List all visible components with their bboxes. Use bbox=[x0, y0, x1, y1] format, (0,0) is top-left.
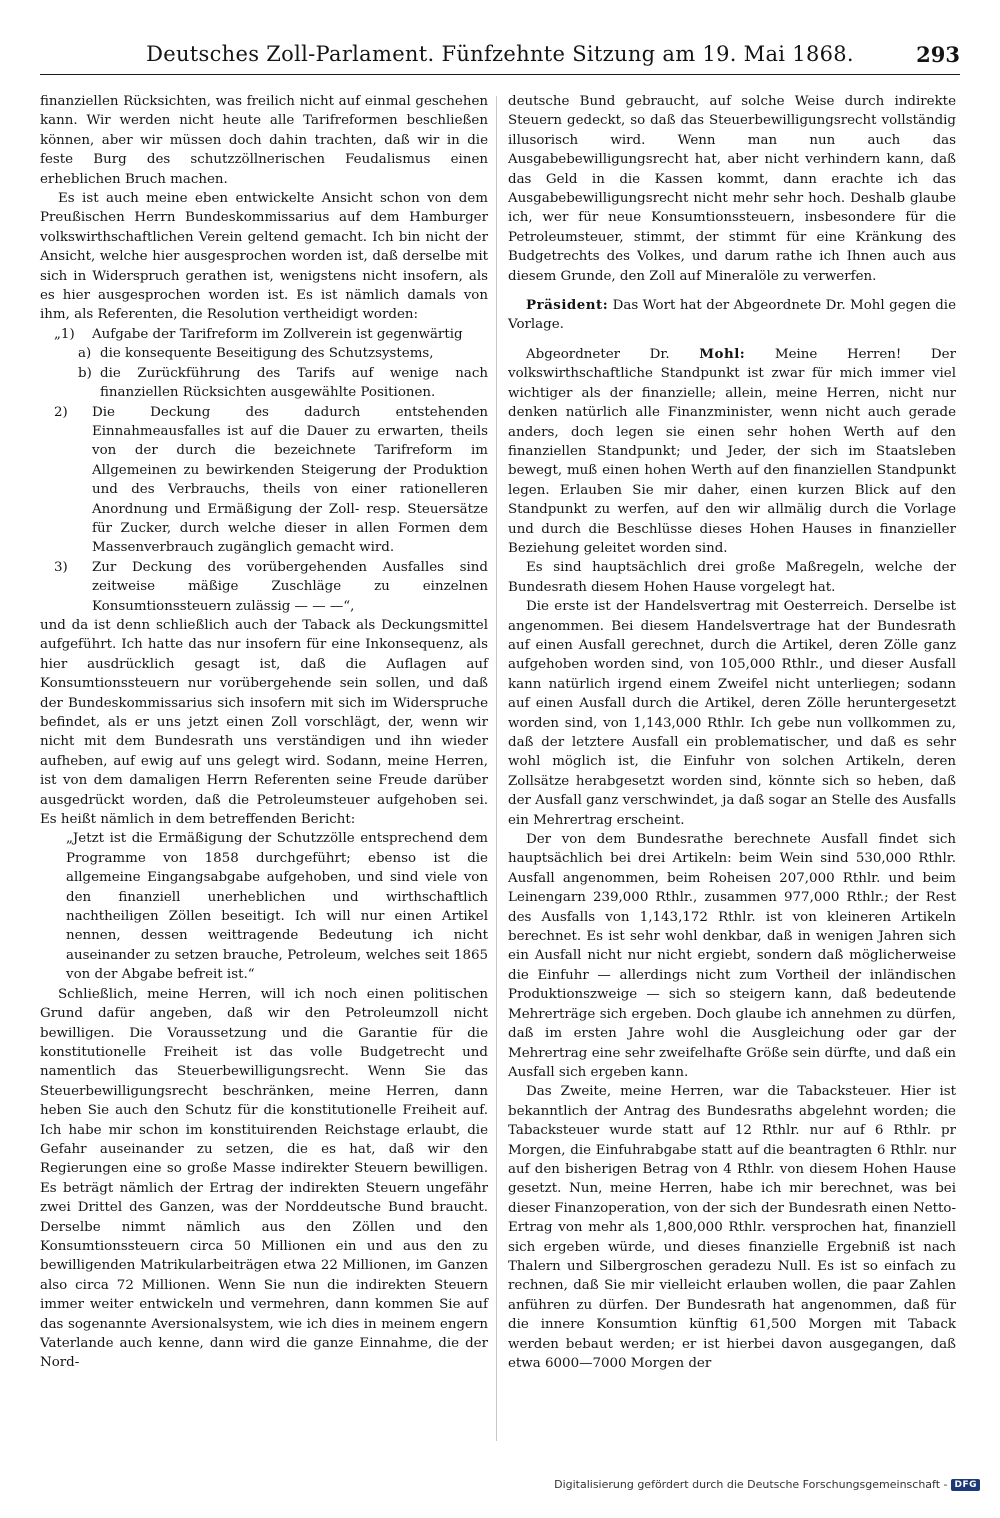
paragraph: Es ist auch meine eben entwickelte Ansicht schon von dem Preußischen Herrn Bundeskommissarius auf dem Hamburger volkswirthschaftlichen Verein geltend gemacht. Ich bin nicht der Ansicht, welche hier ausgesprochen worden ist, daß derselbe mit sich in Widerspruch gerathen ist, wenigstens nicht insofern, als es hier ausgesprochen worden ist. Es ist nämlich damals von ihm, als Referenten, die Resolution vertheidigt worden: bbox=[40, 191, 488, 323]
paragraph: Der von dem Bundesrathe berechnete Ausfall findet sich hauptsächlich bei drei Artikeln: beim Wein sind 530,000 Rthlr. Ausfall angenommen, beim Roheisen 207,000 Rthlr. und beim Leinengarn 239,000 Rthlr., zusammen 977,000 Rthlr.; der Rest des Ausfalls von 1,143,172 Rthlr. ist von kleineren Artikeln berechnet. Es ist sehr wohl denkbar, daß in wenigen Jahren sich ein Ausfall nicht nur nicht ergiebt, sondern daß möglicherweise die Einfuhr — allerdings nicht zum Vortheil der inländischen Produktionszweige — sich so steigern kann, daß bedeutende Mehrerträge sich ergeben. Doch glaube ich annehmen zu dürfen, daß im ersten Jahre wohl die Ausgleichung oder gar der Mehrertrag eine sehr zweifelhafte Größe sein dürfte, und daß ein Ausfall sich ergeben kann. bbox=[508, 832, 956, 1080]
item-text: Die Deckung des dadurch entstehenden Einnahmeausfalles ist auf die Dauer zu erwarten, theils von der durch die bezeichnete Tarifreform im Allgemeinen zu bewirkenden Steigerung der Produktion und des Verbrauchs, theils von einer rationelleren Anordnung und Ermäßigung der Zoll- resp. Steuersätze für Zucker, durch welche dieser in allen Formen dem Massenverbrauch zugänglich gemacht wird. bbox=[92, 404, 488, 556]
dfg-logo: DFG bbox=[951, 1479, 980, 1491]
paragraph: Die erste ist der Handelsvertrag mit Oesterreich. Derselbe ist angenommen. Bei diesem Handelsvertrage hat der Bundesrath auf einen Ausfall gerechnet, durch die Artikel, deren Zölle ganz aufgehoben worden sind, von 105,000 Rthlr., und dieser Ausfall kann natürlich irgend einem Zweifel nicht unterliegen; sodann auf einen Ausfall durch die Artikel, deren Zölle heruntergesetzt worden sind, von 1,143,000 Rthlr. Ich gebe nun vollkommen zu, daß der letztere Ausfall ein problematischer, und daß es sehr wohl möglich ist, die Einfuhr von solchen Artikeln, deren Zollsätze herabgesetzt worden sind, könnte sich so heben, daß der Ausfall ganz verschwindet, ja daß sogar an Stelle des Ausfalls ein Mehrertrag erscheint. bbox=[508, 599, 956, 828]
digitization-footer bbox=[554, 1478, 980, 1491]
president-statement bbox=[508, 296, 956, 335]
item-number: 3) bbox=[54, 559, 68, 575]
speaker-name: Mohl: bbox=[699, 345, 746, 362]
page-header bbox=[40, 38, 960, 75]
item-number: b) bbox=[78, 365, 92, 381]
paragraph: finanziellen Rücksichten, was freilich nicht auf einmal geschehen kann. Wir werden nicht heute alle Tarifreformen beschließen können, aber wir müssen doch dahin trachten, daß wir in die feste Burg des schutzzöllnerischen Feudalismus einen erheblichen Bruch machen. bbox=[40, 94, 488, 187]
speech-text: Meine Herren! Der volkswirthschaftliche Standpunkt ist zwar für mich immer viel wichtiger als der finanzielle; allein, meine Herren, nicht nur denken natürlich alle Finanzminister, wenn nicht auch gerade anders, doch legen sie einen sehr hohen Werth auf den finanziellen Standpunkt; und Jeder, der sich im Staatsleben bewegt, muß einen hohen Werth auf den finanziellen Standpunkt legen. Erlauben Sie mir daher, einen kurzen Blick auf den Standpunkt zu werfen, auf den wir allmälig durch die Vorlage und durch die Beschlüsse dieses Hohen Hauses in finanzieller Beziehung geleitet worden sind. bbox=[508, 346, 956, 556]
paragraph: Es sind hauptsächlich drei große Maßregeln, welche der Bundesrath diesem Hohen Hause vorgelegt hat. bbox=[508, 560, 956, 595]
quote-text: „Jetzt ist die Ermäßigung der Schutzzölle entsprechend dem Programme von 1858 durchgeführt; ebenso ist die allgemeine Eingangsabgabe aufgehoben, und sind viele von den finanziell unerheblichen und wirthschaftlich nachtheiligen Zöllen beseitigt. Ich will nur einen Artikel nennen, dessen weittragende Bedeutung ich nicht auseinander zu setzen brauche, Petroleum, welches seit 1865 von der Abgabe befreit ist.“ bbox=[66, 831, 488, 983]
resolution-item-1 bbox=[54, 325, 488, 344]
item-text: die konsequente Beseitigung des Schutzsystems, bbox=[100, 346, 434, 362]
left-column bbox=[40, 92, 488, 1373]
item-text: Aufgabe der Tarifreform im Zollverein ist gegenwärtig bbox=[92, 326, 463, 342]
statement-text: Das Wort hat der Abgeordnete Dr. Mohl gegen die Vorlage. bbox=[508, 298, 956, 333]
paragraph: und da ist denn schließlich auch der Taback als Deckungsmittel aufgeführt. Ich hatte das nur insofern für eine Inkonsequenz, als hier ausdrücklich gesagt ist, daß die Auflagen auf Konsumtionssteuern nur vorübergehende sein sollen, und daß der Bundeskommissarius sich insofern mit sich im Widerspruche befindet, als er uns jetzt einen Zoll vorschlägt, der, wenn wir nicht mit dem Bundesrath uns verständigen und ihn wieder aufheben, auf ewig auf uns gelegt wird. Sodann, meine Herren, ist von dem damaligen Herrn Referenten seine Freude darüber ausgedrückt worden, daß die Petroleumsteuer aufgehoben sei. Es heißt nämlich in dem betreffenden Bericht: bbox=[40, 617, 488, 828]
item-number: 2) bbox=[54, 404, 68, 420]
item-number: „1) bbox=[54, 326, 75, 342]
spacer bbox=[508, 286, 956, 296]
right-column bbox=[508, 92, 956, 1373]
speech-start bbox=[508, 345, 956, 558]
column-divider bbox=[496, 96, 497, 1441]
paragraph: Schließlich, meine Herren, will ich noch einen politischen Grund dafür angeben, daß wir den Petroleumzoll nicht bewilligen. Die Voraussetzung und die Garantie für die konstitutionelle Freiheit ist das volle Budgetrecht und namentlich das Steuerbewilligungsrecht. Wenn Sie das Steuerbewilligungsrecht beschränken, meine Herren, dann heben Sie auch den Schutz für die konstitutionelle Freiheit auf. Ich habe mir schon im konstituirenden Reichstage erlaubt, die Gefahr auseinander zu setzen, die es hat, daß wir den Regierungen eine so große Masse indirekter Steuern bewilligen. Es beträgt nämlich der Ertrag der indirekten Steuern ungefähr zwei Drittel des Ganzen, was der Norddeutsche Bund braucht. Derselbe nimmt nämlich aus den Zöllen und den Konsumtionssteuern circa 50 Millionen ein und aus den zu bewilligenden Matrikularbeiträgen etwa 22 Millionen, im Ganzen also circa 72 Millionen. Wenn Sie nun die indirekten Steuern immer weiter entwickeln und vermehren, dann kommen Sie auf das sogenannte Aversionalsystem, wie ich dies in meinem engern Vaterlande auch kenne, dann wird die ganze Einnahme, die der Nord- bbox=[40, 986, 488, 1371]
speaker-label: Präsident: bbox=[526, 297, 609, 314]
resolution-item-1b bbox=[78, 364, 488, 403]
item-number: a) bbox=[78, 346, 92, 362]
resolution-item-1a bbox=[78, 344, 488, 363]
running-title: Deutsches Zoll-Parlament. Fünfzehnte Sitzung am 19. Mai 1868. bbox=[146, 42, 854, 66]
report-quote bbox=[66, 829, 488, 984]
speaker-prefix: Abgeordneter Dr. bbox=[526, 346, 670, 362]
resolution-item-2 bbox=[54, 403, 488, 558]
item-text: Zur Deckung des vorübergehenden Ausfalles sind zeitweise mäßige Zuschläge zu einzelnen Konsumtionssteuern zulässig — — —“, bbox=[92, 559, 488, 614]
paragraph: Das Zweite, meine Herren, war die Tabacksteuer. Hier ist bekanntlich der Antrag des Bundesraths abgelehnt worden; die Tabacksteuer wurde statt auf 12 Rthlr. nur auf 6 Rthlr. pr Morgen, die Einfuhrabgabe statt auf die beantragten 6 Rthlr. nur auf den bisherigen Betrag von 4 Rthlr. von diesem Hohen Hause gesetzt. Nun, meine Herren, habe ich mir berechnet, was bei dieser Finanzoperation, von der sich der Bundesrath einen Netto-Ertrag von mehr als 1,800,000 Rthlr. versprochen hat, finanziell sich ergeben würde, und dieses finanzielle Ergebniß ist nach Thalern und Silbergroschen geradezu Null. Es ist so einfach zu rechnen, daß Sie mir vielleicht erlauben wollen, die paar Zahlen anführen zu dürfen. Der Bundesrath hat angenommen, daß für die innere Konsumtion künftig 61,500 Morgen mit Taback werden bebaut werden; er ist hierbei davon ausgegangen, daß etwa 6000—7000 Morgen der bbox=[508, 1084, 956, 1371]
footer-text: Digitalisierung gefördert durch die Deutsche Forschungsgemeinschaft - bbox=[554, 1478, 948, 1491]
page-number: 293 bbox=[916, 42, 960, 67]
spacer bbox=[508, 335, 956, 345]
item-text: die Zurückführung des Tarifs auf wenige nach finanziellen Rücksichten ausgewählte Positionen. bbox=[100, 365, 488, 401]
paragraph: deutsche Bund gebraucht, auf solche Weise durch indirekte Steuern gedeckt, so daß das Steuerbewilligungsrecht vollständig illusorisch wird. Wenn man nun auch das Ausgabebewilligungsrecht hat, aber nicht verhindern kann, daß das Geld in die Kassen kommt, dann erachte ich das Ausgabebewilligungsrecht nicht mehr sehr hoch. Deshalb glaube ich, wer für neue Konsumtionssteuern, insbesondere für die Petroleumsteuer, stimmt, der stimmt für eine Kränkung des Budgetrechts des Volkes, und darum rathe ich Ihnen auch aus diesem Grunde, den Zoll auf Mineralöle zu verwerfen. bbox=[508, 94, 956, 284]
resolution-item-3 bbox=[54, 558, 488, 616]
